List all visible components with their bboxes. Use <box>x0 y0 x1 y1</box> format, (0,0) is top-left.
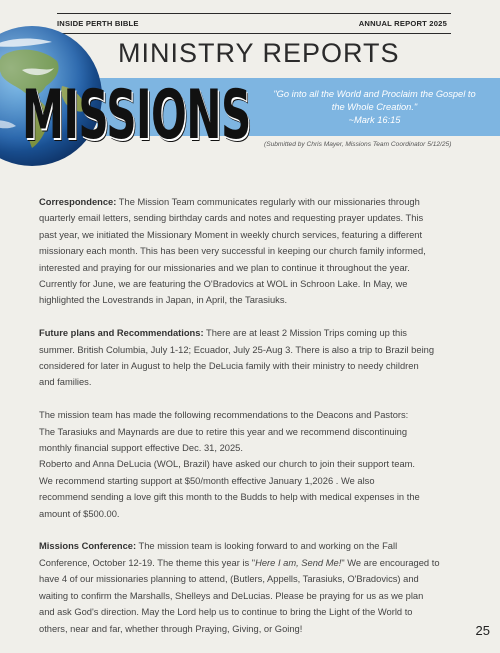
text-line: Currently for June, we are featuring the O'Bradovics at WOL in Schroon Lake. In May, we <box>39 279 408 290</box>
correspondence-heading: Correspondence: <box>39 197 117 207</box>
text-line: quarterly email letters, sending birthday cards and notes and requesting prayer updates. This <box>39 213 424 224</box>
text-line: past year, we initiated the Missionary Moment in weekly church services, featuring a different <box>39 229 423 240</box>
text-line: have 4 of our missionaries planning to attend, (Butlers, Appells, Tarasiuks, O'Bradovics) and <box>39 574 419 585</box>
quote-line-1: "Go into all the World and Proclaim the Gospel to <box>273 89 476 99</box>
text-line: others, near and far, whether through Praying, Giving, or Going! <box>39 623 303 634</box>
conference-theme: Here I am, Send Me! <box>255 557 342 568</box>
recommendations-paragraph <box>39 407 477 522</box>
correspondence-paragraph <box>39 194 477 309</box>
text-line: interested and praying for our missionaries and we plan to continue it throughout the year. <box>39 262 410 273</box>
future-plans-paragraph <box>39 325 477 391</box>
text-line: recommend sending a love gift this month to the Budds to help with medical expenses in the <box>39 492 420 503</box>
text-line: The Mission Team communicates regularly with our missionaries through <box>116 197 420 207</box>
text-line: and families. <box>39 377 92 388</box>
header-rule-top <box>57 13 451 14</box>
text-line: considered for later in August to help the DeLucia family with their ministry to needy children <box>39 361 419 372</box>
page-title: MINISTRY REPORTS <box>118 38 400 68</box>
text-line: We recommend starting support at $50/month effective January 1,2026 . We also <box>39 475 375 486</box>
page-number: 25 <box>475 623 490 638</box>
header-right: ANNUAL REPORT 2025 <box>358 19 447 28</box>
text-line: The Tarasiuks and Maynards are due to retire this year and we recommend discontinuing <box>39 426 408 437</box>
text-line: summer. British Columbia, July 1-12; Ecuador, July 25-Aug 3. There is also a trip to Brazil being <box>39 344 435 355</box>
report-body <box>39 194 477 653</box>
text-line: and ask God's direction. May the Lord help us to continue to bring the Light of the World to <box>39 607 413 618</box>
quote-line-2: the Whole Creation." <box>331 102 418 112</box>
text-line: missionary each month. This has been very successful in keeping our church family informed, <box>39 246 426 257</box>
text-line: The mission team is looking forward to and working on the Fall <box>136 541 398 552</box>
quote-line-3: ~Mark 16:15 <box>348 115 401 125</box>
conference-heading: Missions Conference: <box>39 541 137 552</box>
header-rule-bottom <box>57 33 451 34</box>
missions-banner-word: MISSIONS <box>22 76 251 155</box>
text-line: " We are encouraged to <box>341 557 440 568</box>
text-line: monthly financial support effective Dec. 31, 2025. <box>39 443 243 454</box>
future-plans-heading: Future plans and Recommendations: <box>39 328 204 339</box>
submitted-by: (Submitted by Chris Mayer, Missions Team Coordinator 5/12/25) <box>264 141 452 148</box>
text-line: highlighted the Lovestrands in Japan, in April, the Tarasiuks. <box>39 295 288 306</box>
header-left: INSIDE PERTH BIBLE <box>57 19 139 28</box>
text-line: There are at least 2 Mission Trips coming up this <box>203 328 407 339</box>
text-line: amount of $500.00. <box>39 508 120 519</box>
text-line: Conference, October 12-19. The theme this year is " <box>39 557 256 568</box>
conference-paragraph <box>39 538 477 636</box>
text-line: Roberto and Anna DeLucia (WOL, Brazil) have asked our church to join their support team. <box>39 459 416 470</box>
scripture-quote <box>262 88 487 127</box>
text-line: The mission team has made the following recommendations to the Deacons and Pastors: <box>39 410 409 421</box>
text-line: waiting to confirm the Marshalls, Shelleys and DeLucias. Please be praying for us as we plan <box>39 590 424 601</box>
